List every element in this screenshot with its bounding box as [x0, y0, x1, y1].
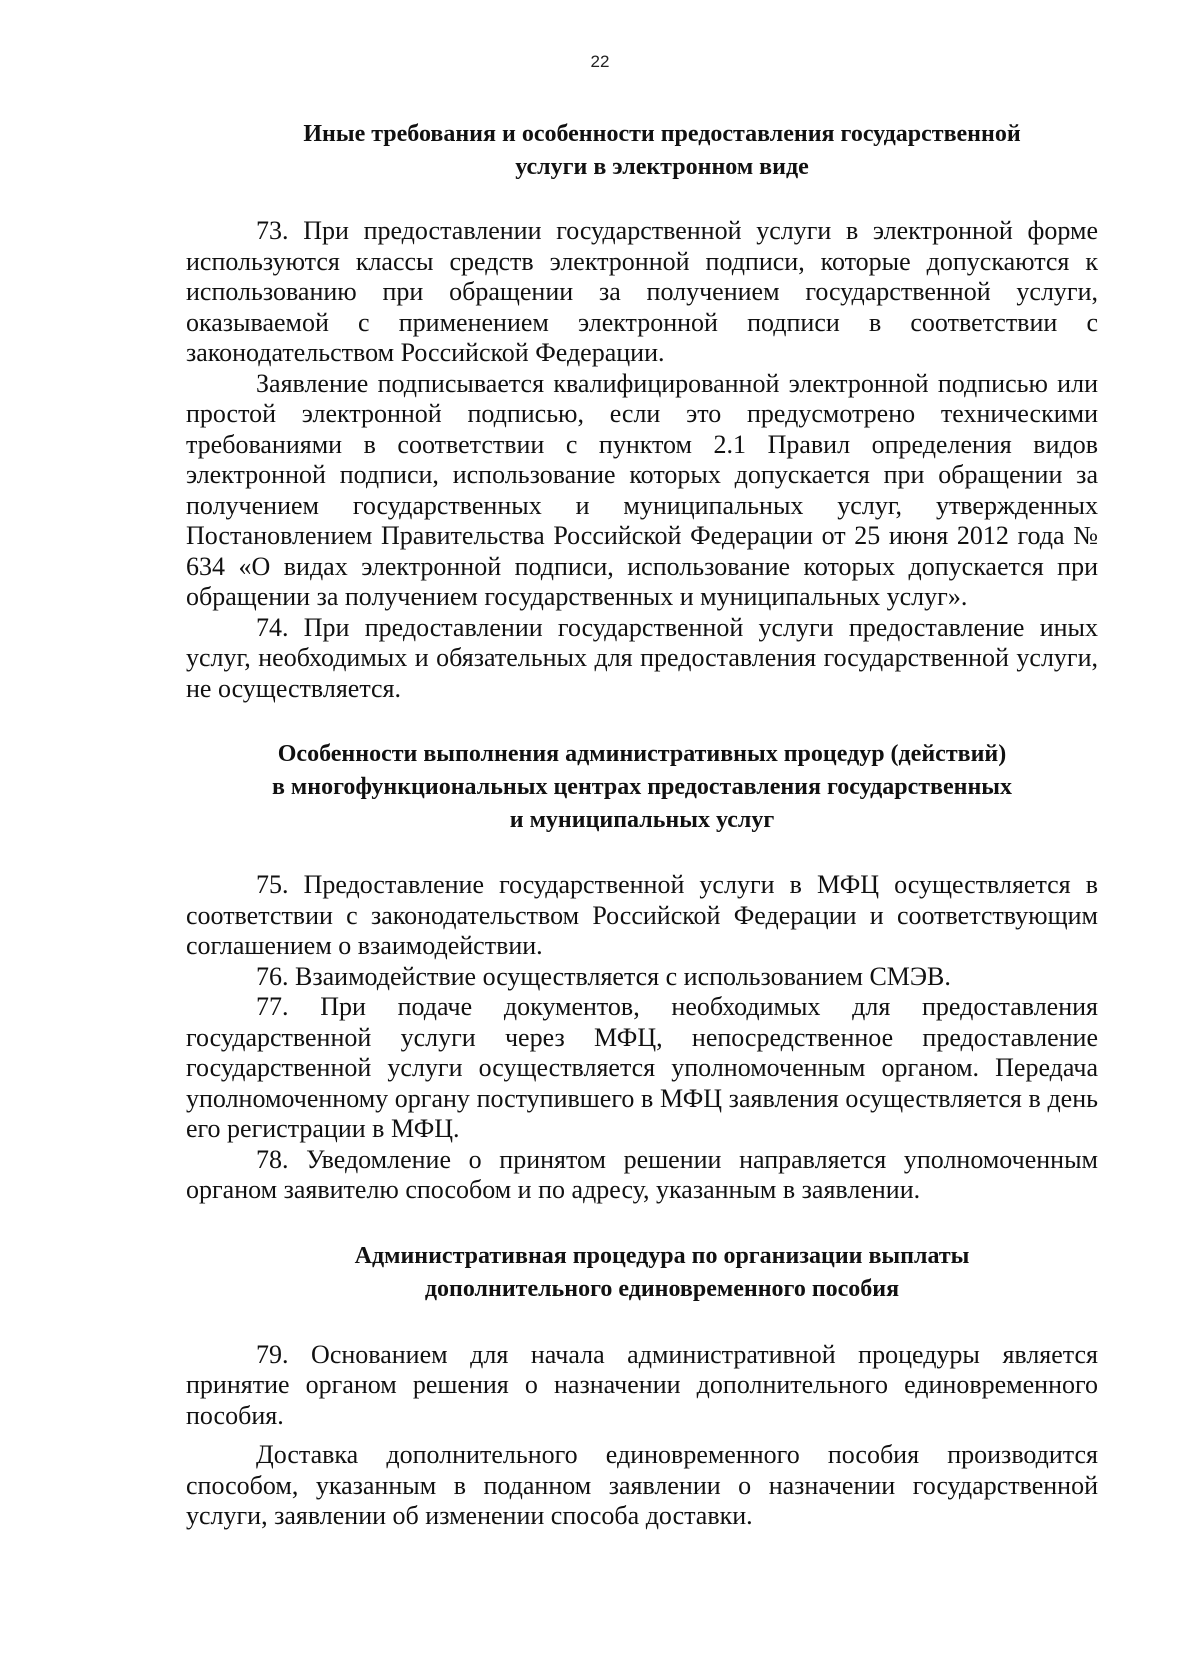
paragraph-75: 75. Предоставление государственной услуги в МФЦ осуществляется в соответствии с законодательством Российской Федерации и соответствующим соглашением о взаимодействии.	[186, 870, 1098, 960]
paragraph-74: 74. При предоставлении государственной услуги предоставление иных услуг, необходимых и обязательных для предоставления государственной услуги, не осуществляется.	[186, 612, 1098, 703]
heading-line: Особенности выполнения административных процедур (действий)	[277, 741, 1007, 767]
heading-line: и муниципальных услуг	[509, 807, 775, 833]
paragraph-delivery: Доставка дополнительного единовременного пособия производится способом, указанным в поданном заявлении о назначении государственной услуги, заявлении об изменении способа доставки.	[186, 1440, 1098, 1530]
heading-line: Административная процедура по организации выплаты	[354, 1242, 970, 1269]
heading-line: услуги в электронном виде	[515, 154, 809, 180]
paragraph-77: 77. При подаче документов, необходимых для предоставления государственной услуги через МФЦ, непосредственное предоставление государственной услуги осуществляется уполномоченным органом. Передача уполномоченному органу поступившего в МФЦ заявления осуществляется в день его регистрации в МФЦ.	[186, 992, 1098, 1143]
paragraph-76: 76. Взаимодействие осуществляется с использованием СМЭВ.	[256, 961, 951, 991]
paragraph-signature: Заявление подписывается квалифицированной электронной подписью или простой электронной подписью, если это предусмотрено техническими требованиями в соответствии с пунктом 2.1 Правил определения видов электронной подписи, использование которых допускается при обращении за получением государственных и муниципальных услуг, утвержденных Постановлением Правительства Российской Федерации от 25 июня 2012 года № 634 «О видах электронной подписи, использование которых допускается при обращении за получением государственных и муниципальных услуг».	[186, 368, 1098, 611]
paragraph-73: 73. При предоставлении государственной услуги в электронной форме используются классы средств электронной подписи, которые допускаются к использованию при обращении за получением государственной услуги, оказываемой с применением электронной подписи в соответствии с законодательством Российской Федерации.	[186, 216, 1098, 367]
section-heading-electronic	[206, 118, 1118, 184]
section-heading-payment	[206, 1240, 1118, 1306]
heading-line: в многофункциональных центрах предоставления государственных	[271, 774, 1013, 800]
paragraph-79: 79. Основанием для начала административной процедуры является принятие органом решения о назначении дополнительного единовременного пособия.	[186, 1339, 1098, 1430]
section-heading-mfc	[186, 738, 1098, 837]
document-body	[186, 118, 1098, 1532]
heading-line: дополнительного единовременного пособия	[424, 1275, 900, 1302]
page-number: 22	[590, 52, 610, 71]
heading-line: Иные требования и особенности предоставления государственной	[303, 121, 1021, 147]
paragraph-78: 78. Уведомление о принятом решении направляется уполномоченным органом заявителю способом и по адресу, указанным в заявлении.	[186, 1144, 1098, 1204]
